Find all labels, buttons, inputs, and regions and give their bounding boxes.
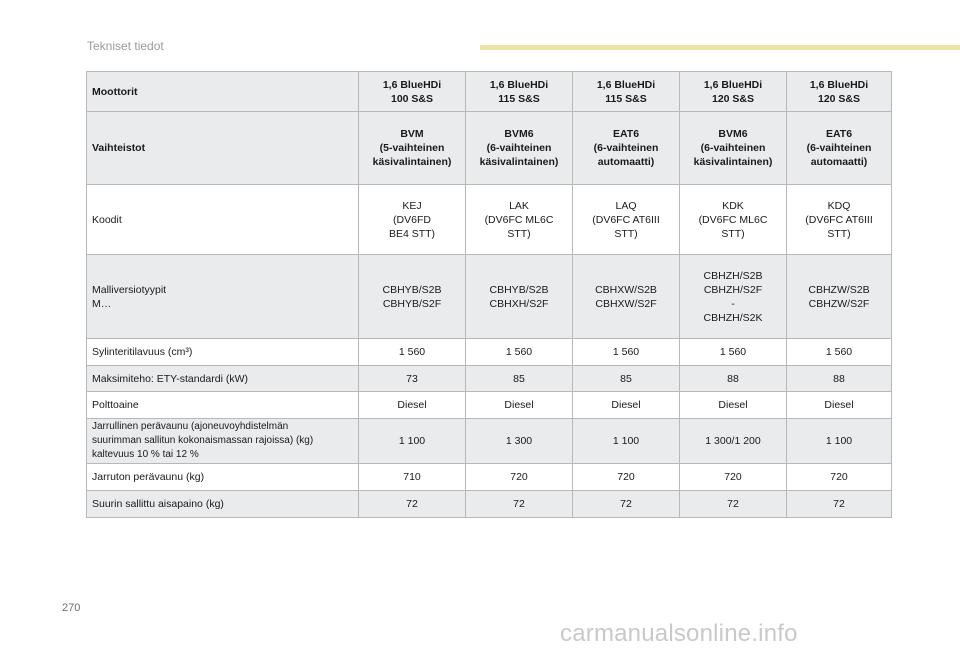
specifications-table <box>86 71 892 518</box>
spec-row-label: Jarrullinen perävaunu (ajoneuvoyhdistelmän suurimman sallitun kokonaismassan rajoissa) (kg) kaltevuus 10 % tai 12 % <box>87 419 359 464</box>
code-cell: LAK (DV6FC ML6C STT) <box>466 185 573 255</box>
spec-value: 72 <box>466 491 573 518</box>
section-title-bar <box>480 45 960 50</box>
spec-row-label: Jarruton perävaunu (kg) <box>87 464 359 491</box>
code-cell: KEJ (DV6FD BE4 STT) <box>359 185 466 255</box>
spec-row-towbar-load <box>87 491 892 518</box>
spec-row-label: Suurin sallittu aisapaino (kg) <box>87 491 359 518</box>
model-version-cell: CBHZW/S2B CBHZW/S2F <box>787 255 892 339</box>
spec-value: 720 <box>787 464 892 491</box>
gearbox-cell: BVM6 (6-vaihteinen käsivalintainen) <box>466 112 573 185</box>
spec-value: 1 560 <box>466 339 573 366</box>
spec-value: 1 560 <box>359 339 466 366</box>
spec-row-max-power <box>87 366 892 392</box>
engine-cell: 1,6 BlueHDi 115 S&S <box>573 72 680 112</box>
gearboxes-label: Vaihteistot <box>87 112 359 185</box>
spec-row-label: Sylinteritilavuus (cm³) <box>87 339 359 366</box>
spec-value: 1 560 <box>680 339 787 366</box>
spec-value: Diesel <box>573 392 680 419</box>
spec-value: Diesel <box>359 392 466 419</box>
model-version-cell: CBHXW/S2B CBHXW/S2F <box>573 255 680 339</box>
code-cell: LAQ (DV6FC AT6III STT) <box>573 185 680 255</box>
spec-value: 710 <box>359 464 466 491</box>
engine-cell: 1,6 BlueHDi 120 S&S <box>680 72 787 112</box>
spec-value: 85 <box>466 366 573 392</box>
spec-value: 72 <box>680 491 787 518</box>
spec-value: Diesel <box>787 392 892 419</box>
spec-value: 88 <box>680 366 787 392</box>
spec-row-braked-trailer <box>87 419 892 464</box>
model-version-cell: CBHYB/S2B CBHYB/S2F <box>359 255 466 339</box>
spec-value: 72 <box>787 491 892 518</box>
spec-value: 1 560 <box>787 339 892 366</box>
spec-value: 720 <box>680 464 787 491</box>
spec-row-displacement <box>87 339 892 366</box>
spec-value: 1 100 <box>787 419 892 464</box>
codes-row <box>87 185 892 255</box>
gearbox-cell: BVM6 (6-vaihteinen käsivalintainen) <box>680 112 787 185</box>
model-versions-row <box>87 255 892 339</box>
gearboxes-row <box>87 112 892 185</box>
gearbox-cell: EAT6 (6-vaihteinen automaatti) <box>573 112 680 185</box>
spec-value: 720 <box>466 464 573 491</box>
engine-cell: 1,6 BlueHDi 100 S&S <box>359 72 466 112</box>
engine-cell: 1,6 BlueHDi 115 S&S <box>466 72 573 112</box>
gearbox-cell: EAT6 (6-vaihteinen automaatti) <box>787 112 892 185</box>
spec-value: 72 <box>359 491 466 518</box>
gearbox-cell: BVM (5-vaihteinen käsivalintainen) <box>359 112 466 185</box>
model-version-cell: CBHYB/S2B CBHXH/S2F <box>466 255 573 339</box>
page-number: 270 <box>62 602 81 614</box>
engines-row <box>87 72 892 112</box>
spec-value: 1 100 <box>359 419 466 464</box>
spec-row-fuel <box>87 392 892 419</box>
spec-value: 1 300 <box>466 419 573 464</box>
spec-value: 720 <box>573 464 680 491</box>
spec-value: Diesel <box>680 392 787 419</box>
section-title: Tekniset tiedot <box>87 39 164 53</box>
spec-value: 1 300/1 200 <box>680 419 787 464</box>
spec-value: 1 100 <box>573 419 680 464</box>
spec-value: 1 560 <box>573 339 680 366</box>
spec-value: 85 <box>573 366 680 392</box>
spec-row-label: Maksimiteho: ETY-standardi (kW) <box>87 366 359 392</box>
spec-value: 73 <box>359 366 466 392</box>
engines-label: Moottorit <box>87 72 359 112</box>
engine-cell: 1,6 BlueHDi 120 S&S <box>787 72 892 112</box>
code-cell: KDQ (DV6FC AT6III STT) <box>787 185 892 255</box>
spec-row-unbraked-trailer <box>87 464 892 491</box>
model-version-cell: CBHZH/S2B CBHZH/S2F - CBHZH/S2K <box>680 255 787 339</box>
spec-row-label: Polttoaine <box>87 392 359 419</box>
model-versions-label: Malliversiotyypit M… <box>87 255 359 339</box>
spec-value: 88 <box>787 366 892 392</box>
code-cell: KDK (DV6FC ML6C STT) <box>680 185 787 255</box>
spec-value: 72 <box>573 491 680 518</box>
codes-label: Koodit <box>87 185 359 255</box>
watermark: carmanualsonline.info <box>560 620 798 647</box>
spec-value: Diesel <box>466 392 573 419</box>
